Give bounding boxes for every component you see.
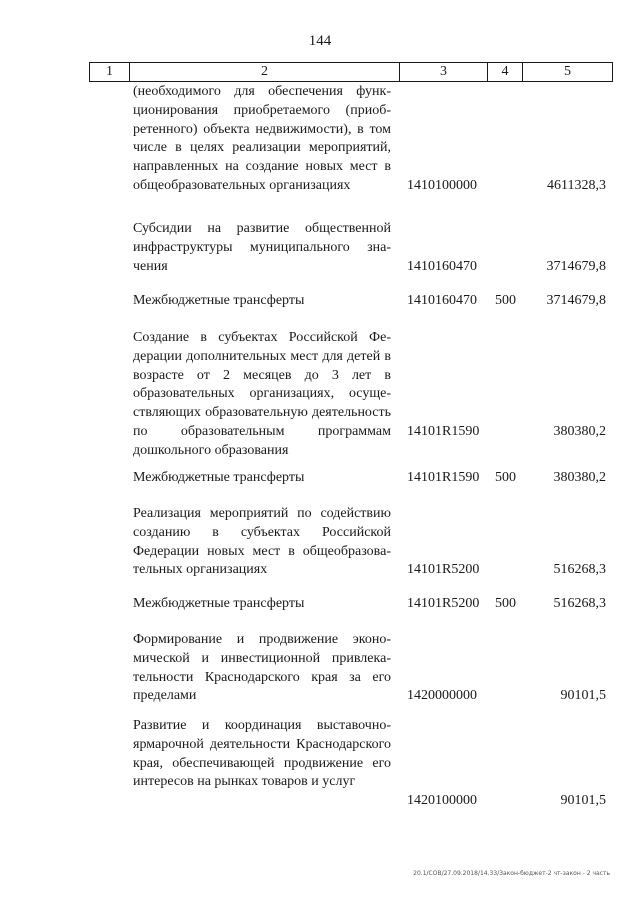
footer-file-stamp: 20.1/СОВ/27.09.2018/14.33/Закон-бюджет-2 чт-закон - 2 часть — [413, 870, 610, 877]
row-amount: 3714679,8 — [546, 293, 606, 308]
row-name: Межбюджетные трансферты — [133, 596, 305, 611]
row-amount: 90101,5 — [560, 793, 606, 808]
column-header-1: 1 — [90, 63, 130, 82]
column-header-5: 5 — [523, 63, 613, 82]
row-name: Реализация мероприятий по содействию созданию в субъектах Российской Федерации новых мест в общеобразовательных организациях — [133, 506, 391, 578]
row-expense-type: 500 — [495, 470, 516, 485]
row-name: Межбюджетные трансферты — [133, 470, 305, 485]
row-expense-type: 500 — [495, 596, 516, 611]
column-header-2: 2 — [130, 63, 400, 82]
row-amount: 90101,5 — [560, 688, 606, 703]
row-name: Развитие и координация выставочно-ярмарочной деятельности Краснодарского края, обеспечивающей продвижение его интересов на рынках товаров и услуг — [133, 718, 391, 790]
row-code: 1410160470 — [407, 293, 477, 308]
row-amount: 4611328,3 — [547, 178, 606, 193]
row-expense-type: 500 — [495, 293, 516, 308]
column-header-table — [89, 62, 613, 82]
row-name: Формирование и продвижение экономической и инвестиционной привлекательности Краснодарского края за его пределами — [133, 632, 391, 704]
row-amount: 3714679,8 — [546, 259, 606, 274]
row-code: 14101R1590 — [407, 424, 480, 439]
row-code: 14101R5200 — [407, 596, 480, 611]
page-number: 144 — [308, 33, 332, 49]
row-name: (необходимого для обеспечения функционирования приобретаемого (приобретенного) объекта недвижимости), в том числе в целях реализации мероприятий, направленных на создание новых мест в общеобразовательных организациях — [133, 84, 391, 193]
row-amount: 380380,2 — [553, 424, 606, 439]
row-amount: 516268,3 — [553, 596, 606, 611]
row-code: 14101R1590 — [407, 470, 480, 485]
row-code: 1420000000 — [407, 688, 477, 703]
row-code: 14101R5200 — [407, 562, 480, 577]
row-code: 1410100000 — [407, 178, 477, 193]
row-amount: 516268,3 — [553, 562, 606, 577]
row-code: 1410160470 — [407, 259, 477, 274]
row-name: Межбюджетные трансферты — [133, 293, 305, 308]
column-header-row — [90, 63, 613, 82]
column-header-4: 4 — [488, 63, 523, 82]
row-code: 1420100000 — [407, 793, 477, 808]
row-name: Создание в субъектах Российской Федерации дополнительных мест для детей в возрасте от 2 месяцев до 3 лет в образовательных организациях, осуществляющих образовательную деятельность по образовательным программам дошкольного образования — [133, 330, 391, 458]
row-amount: 380380,2 — [553, 470, 606, 485]
column-header-3: 3 — [400, 63, 488, 82]
row-name: Субсидии на развитие общественной инфраструктуры муниципального значения — [133, 221, 391, 274]
